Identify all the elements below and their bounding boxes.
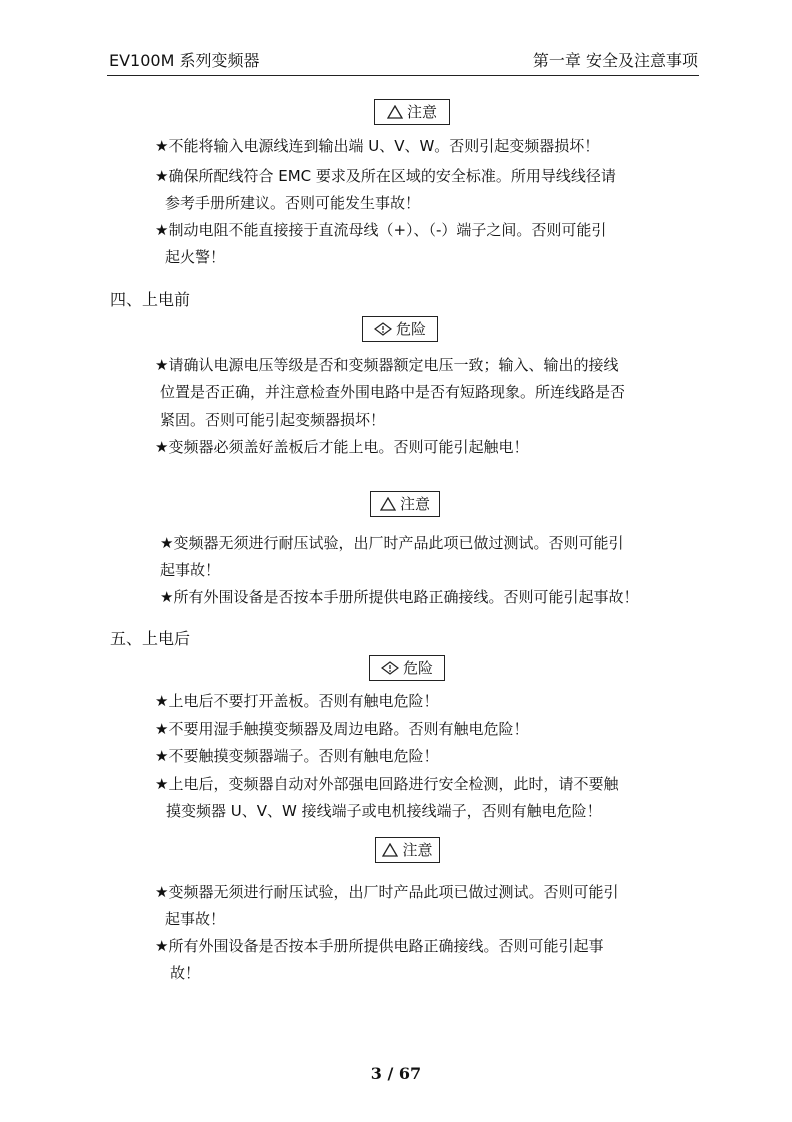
caution-text-line: 起事故！ <box>165 910 226 928</box>
caution-label: 注意 <box>399 494 430 513</box>
caution-badge <box>374 99 450 125</box>
caution-text-line: 故！ <box>170 964 201 982</box>
page-number: 3 / 67 <box>370 1064 422 1083</box>
caution-label: 注意 <box>402 840 433 859</box>
danger-diamond-icon <box>381 661 399 675</box>
caution-text-line: ★变频器无须进行耐压试验，出厂时产品此项已做过测试。否则可能引 <box>160 534 624 552</box>
danger-text-line: ★请确认电源电压等级是否和变频器额定电压一致；输入、输出的接线 <box>155 356 619 374</box>
header-divider <box>107 75 699 76</box>
header-chapter-title: 第一章 安全及注意事项 <box>532 51 698 70</box>
caution-text-line: 起火警！ <box>165 248 226 266</box>
danger-diamond-icon <box>374 322 392 336</box>
danger-badge <box>362 316 438 342</box>
section-heading: 五、上电后 <box>110 629 191 648</box>
caution-label: 注意 <box>406 102 437 121</box>
warning-triangle-icon <box>380 497 396 511</box>
section-heading: 四、上电前 <box>110 290 191 309</box>
caution-text-line: ★所有外围设备是否按本手册所提供电路正确接线。否则可能引起事故！ <box>160 588 639 606</box>
caution-text-line: ★制动电阻不能直接接于直流母线（+）、（-）端子之间。否则可能引 <box>155 221 607 239</box>
danger-badge <box>369 655 445 681</box>
danger-text-line: ★上电后不要打开盖板。否则有触电危险！ <box>155 692 439 710</box>
danger-text-line: ★不要触摸变频器端子。否则有触电危险！ <box>155 747 439 765</box>
danger-text-line: 摸变频器 U、V、W 接线端子或电机接线端子，否则有触电危险！ <box>166 802 602 820</box>
warning-triangle-icon <box>382 843 398 857</box>
caution-badge <box>375 837 440 863</box>
caution-text-line: ★变频器无须进行耐压试验，出厂时产品此项已做过测试。否则可能引 <box>155 883 619 901</box>
danger-text-line: 紧固。否则可能引起变频器损坏！ <box>160 411 386 429</box>
danger-text-line: ★上电后，变频器自动对外部强电回路进行安全检测，此时，请不要触 <box>155 775 619 793</box>
caution-text-line: ★所有外围设备是否按本手册所提供电路正确接线。否则可能引起事 <box>155 937 604 955</box>
header-product-title: EV100M 系列变频器 <box>109 51 260 70</box>
caution-text-line: 起事故！ <box>160 561 221 579</box>
caution-text-line: ★确保所配线符合 EMC 要求及所在区域的安全标准。所用导线线径请 <box>155 167 616 185</box>
caution-text-line: ★不能将输入电源线连到输出端 U、V、W。否则引起变频器损坏！ <box>155 137 600 155</box>
danger-label: 危险 <box>402 658 433 677</box>
caution-text-line: 参考手册所建议。否则可能发生事故！ <box>165 194 421 212</box>
danger-text-line: 位置是否正确，并注意检查外围电路中是否有短路现象。所连线路是否 <box>160 383 626 401</box>
warning-triangle-icon <box>387 105 403 119</box>
caution-badge <box>370 491 440 517</box>
danger-label: 危险 <box>395 319 426 338</box>
danger-text-line: ★不要用湿手触摸变频器及周边电路。否则有触电危险！ <box>155 720 529 738</box>
danger-text-line: ★变频器必须盖好盖板后才能上电。否则可能引起触电！ <box>155 438 529 456</box>
